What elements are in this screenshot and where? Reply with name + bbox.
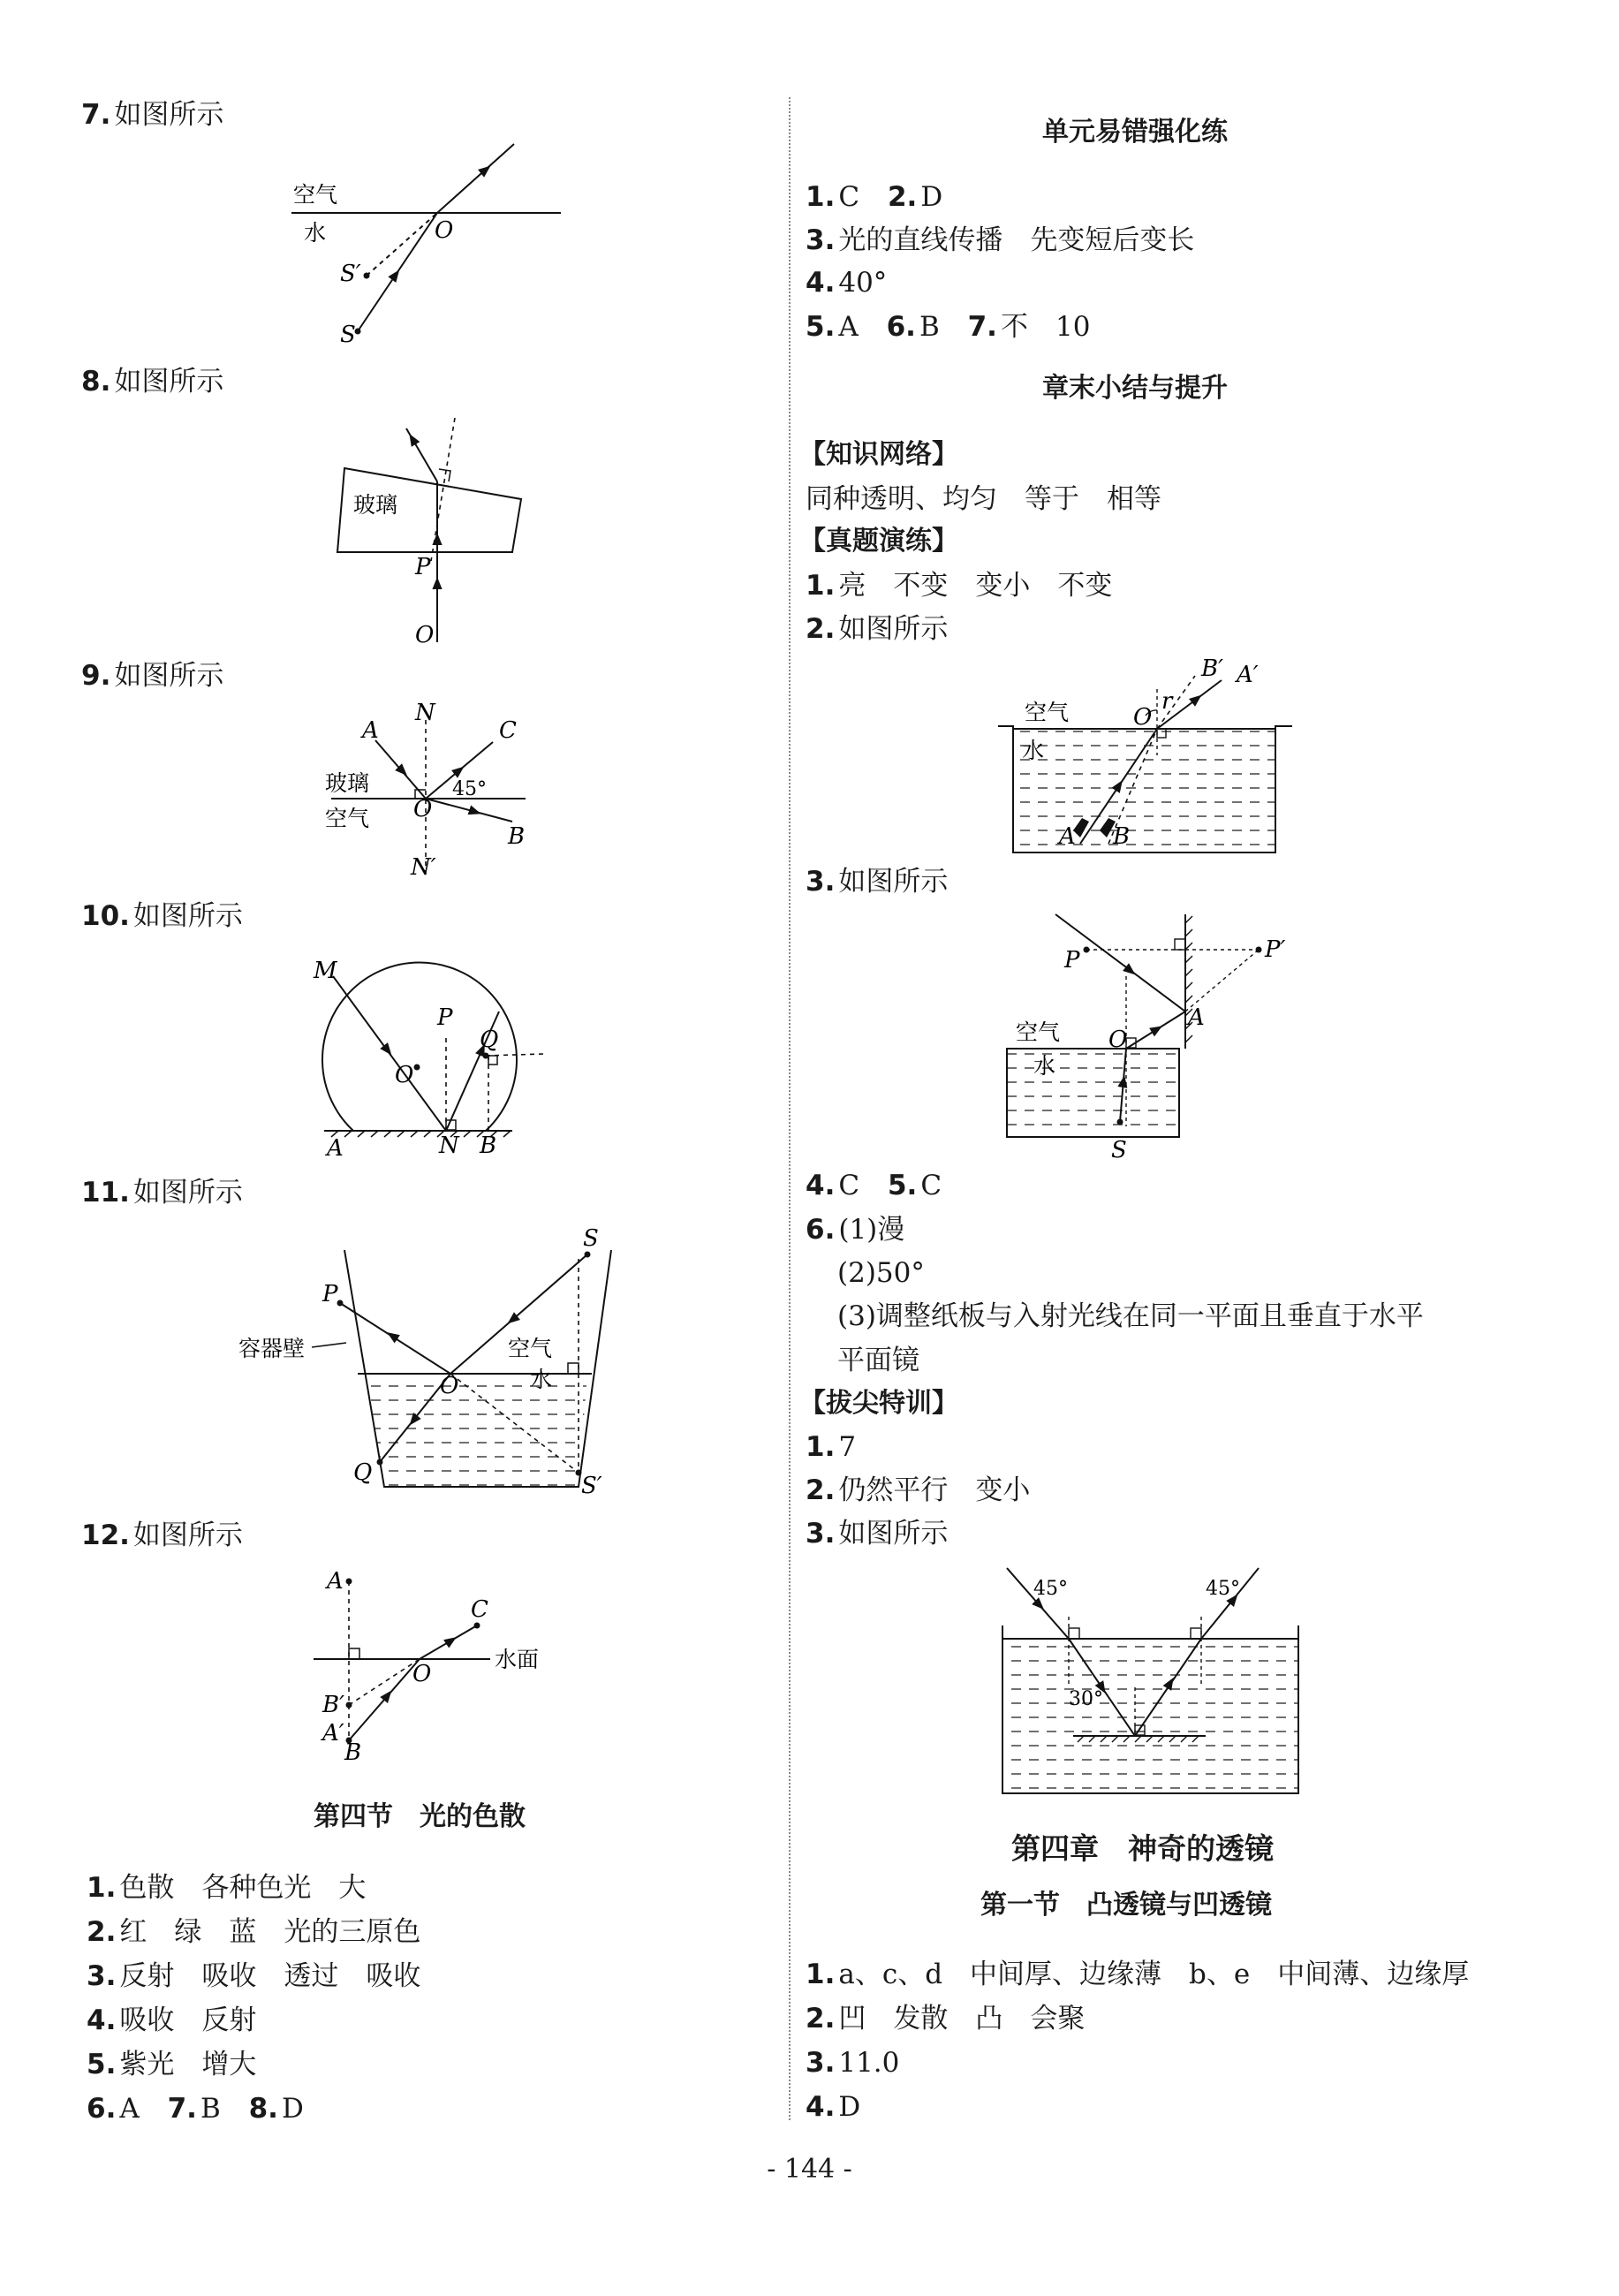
s4-text-4: 吸收 反射 xyxy=(119,2004,257,2036)
knowledge-label: 【知识网络】 xyxy=(799,439,958,470)
q10-text: 如图所示 xyxy=(132,900,243,932)
f12-C: C xyxy=(471,1596,488,1623)
q12-line xyxy=(81,1518,243,1553)
t2-line xyxy=(806,1473,1030,1508)
section4-title: 第四节 光的色散 xyxy=(314,1801,526,1832)
c3-line xyxy=(806,2045,899,2080)
s4-item-4 xyxy=(87,2003,256,2038)
e6-part-3-cont: 平面镜 xyxy=(837,1345,919,1376)
e-num-3: 3. xyxy=(806,866,836,898)
f8-O: O xyxy=(415,622,435,648)
fr2-O: O xyxy=(1133,704,1153,731)
c-num-2: 2. xyxy=(806,2003,836,2035)
q11-line xyxy=(81,1175,243,1210)
f10-M: M xyxy=(314,958,337,984)
fr2-A-prime: A′ xyxy=(1237,662,1259,688)
s4-text-1: 色散 各种色光 大 xyxy=(119,1872,367,1904)
s4-num-1: 1. xyxy=(87,1872,117,1904)
e-text-1: 亮 不变 变小 不变 xyxy=(838,570,1113,602)
u3-line xyxy=(806,223,1194,258)
fr2-r: r xyxy=(1161,688,1173,715)
page-number: - 144 - xyxy=(767,2154,852,2185)
c-text-3: 11.0 xyxy=(838,2047,900,2079)
f11-S: S xyxy=(583,1225,599,1252)
knowledge-text: 同种透明、均匀 等于 相等 xyxy=(806,483,1161,515)
e6-part-3: (3)调整纸板与入射光线在同一平面且垂直于水平 xyxy=(837,1300,1424,1332)
u-num-1: 1. xyxy=(806,181,836,213)
q12-text: 如图所示 xyxy=(132,1519,243,1551)
fr4-angle-left: 45° xyxy=(1033,1578,1068,1600)
s4-item-3 xyxy=(87,1959,420,1994)
s4-item-1 xyxy=(87,1870,366,1906)
f12-B: B xyxy=(344,1739,362,1766)
f10-A: A xyxy=(327,1135,344,1162)
c4-line xyxy=(806,2089,860,2125)
figure-q12 xyxy=(314,1564,570,1766)
c-text-2: 凹 发散 凸 会聚 xyxy=(838,2003,1086,2035)
f11-wall: 容器壁 xyxy=(238,1336,306,1361)
e3-line xyxy=(806,864,948,899)
fr4-angle-right: 45° xyxy=(1206,1578,1240,1600)
figure-exam-3 xyxy=(989,906,1307,1162)
f12-surface: 水面 xyxy=(495,1647,540,1672)
s4-ans-7: B xyxy=(200,2093,221,2125)
u-ans-7: 不 10 xyxy=(1000,311,1091,343)
f9-N: N xyxy=(415,700,435,726)
f9-B: B xyxy=(508,823,526,850)
q8-num: 8. xyxy=(81,366,111,398)
u-num-5: 5. xyxy=(806,311,836,343)
figure-q8 xyxy=(327,411,539,648)
c1-line xyxy=(806,1957,1469,1992)
e6-part-2: (2)50° xyxy=(837,1257,925,1289)
fr3-P: P xyxy=(1064,947,1080,974)
s4-num-4: 4. xyxy=(87,2004,117,2036)
e-text-6: (1)漫 xyxy=(838,1214,905,1246)
s4-num-3: 3. xyxy=(87,1960,117,1992)
t-num-3: 3. xyxy=(806,1518,836,1550)
q11-text: 如图所示 xyxy=(132,1177,243,1209)
f7-air: 空气 xyxy=(293,182,338,208)
e2-line xyxy=(806,611,948,647)
fr2-B-prime: B′ xyxy=(1201,655,1224,682)
top-training-label: 【拔尖特训】 xyxy=(799,1388,958,1419)
q10-line xyxy=(81,898,243,934)
fr3-water: 水 xyxy=(1033,1053,1056,1079)
u-text-3: 光的直线传播 先变短后变长 xyxy=(838,224,1195,256)
q7-num: 7. xyxy=(81,99,111,131)
e-num-4: 4. xyxy=(806,1170,836,1201)
c-num-3: 3. xyxy=(806,2047,836,2079)
s4-text-5: 紫光 增大 xyxy=(119,2049,257,2080)
figure-exam-2 xyxy=(985,654,1303,861)
e-text-3: 如图所示 xyxy=(838,866,949,898)
unit-review-title: 单元易错强化练 xyxy=(1042,117,1228,148)
q9-text: 如图所示 xyxy=(114,660,224,692)
s4-item-6-8 xyxy=(87,2091,304,2126)
fr3-air: 空气 xyxy=(1016,1019,1061,1045)
exam-label: 【真题演练】 xyxy=(799,526,958,557)
f10-O: O xyxy=(395,1062,414,1088)
f9-glass: 玻璃 xyxy=(325,770,370,796)
figure-top-3 xyxy=(994,1555,1312,1802)
fr3-P-prime: P′ xyxy=(1265,936,1286,963)
e6-line xyxy=(806,1212,904,1247)
f12-O: O xyxy=(412,1661,432,1687)
e-ans-5: C xyxy=(920,1170,942,1201)
t-num-2: 2. xyxy=(806,1474,836,1506)
e-ans-4: C xyxy=(838,1170,860,1201)
f7-O: O xyxy=(435,217,454,244)
t-text-3: 如图所示 xyxy=(838,1518,949,1550)
t-num-1: 1. xyxy=(806,1431,836,1463)
f11-S-prime: S′ xyxy=(581,1473,602,1499)
q9-num: 9. xyxy=(81,660,111,692)
f11-Q: Q xyxy=(353,1459,373,1486)
f11-air: 空气 xyxy=(508,1336,553,1361)
u-num-2: 2. xyxy=(887,181,918,213)
f9-air: 空气 xyxy=(325,806,370,831)
figure-q10 xyxy=(314,950,570,1162)
e-num-5: 5. xyxy=(887,1170,918,1201)
s4-text-3: 反射 吸收 透过 吸收 xyxy=(119,1960,421,1992)
u-text-4: 40° xyxy=(838,267,888,299)
t3-line xyxy=(806,1516,948,1551)
f11-P: P xyxy=(322,1281,338,1307)
c-text-4: D xyxy=(838,2091,861,2123)
f10-N: N xyxy=(439,1133,459,1159)
fr2-B: B xyxy=(1113,823,1131,850)
summary-title: 章末小结与提升 xyxy=(1042,373,1228,404)
u-ans-6: B xyxy=(919,311,940,343)
f10-P: P xyxy=(437,1004,453,1031)
s4-num-8: 8. xyxy=(248,2093,278,2125)
t-text-2: 仍然平行 变小 xyxy=(838,1474,1031,1506)
f9-C: C xyxy=(499,717,517,744)
u1-line xyxy=(806,179,942,215)
u-num-3: 3. xyxy=(806,224,836,256)
s4-num-7: 7. xyxy=(167,2093,197,2125)
f9-N-prime: N′ xyxy=(411,854,436,881)
u-ans-1: C xyxy=(838,181,860,213)
s4-ans-6: A xyxy=(119,2093,140,2125)
s4-num-6: 6. xyxy=(87,2093,117,2125)
f9-A: A xyxy=(362,717,379,744)
f10-Q: Q xyxy=(480,1027,499,1053)
s4-num-5: 5. xyxy=(87,2049,117,2080)
s4-item-5 xyxy=(87,2047,256,2082)
s4-ans-8: D xyxy=(281,2093,304,2125)
q8-text: 如图所示 xyxy=(114,366,224,398)
c-text-1: a、c、d 中间厚、边缘薄 b、e 中间薄、边缘厚 xyxy=(838,1959,1470,1990)
column-divider xyxy=(789,97,791,2120)
f8-P: P xyxy=(415,554,431,580)
c2-line xyxy=(806,2001,1085,2036)
fr2-water: 水 xyxy=(1022,738,1045,763)
e1-line xyxy=(806,568,1112,603)
fr3-S: S xyxy=(1111,1137,1127,1163)
f7-S-prime: S′ xyxy=(340,261,361,287)
t-text-1: 7 xyxy=(838,1431,857,1463)
f9-O: O xyxy=(413,796,433,822)
fr2-air: 空气 xyxy=(1025,700,1070,725)
fr3-O: O xyxy=(1108,1027,1128,1053)
u-num-4: 4. xyxy=(806,267,836,299)
chapter4-title: 第四章 神奇的透镜 xyxy=(1011,1831,1274,1866)
q8-line xyxy=(81,364,223,399)
c-num-1: 1. xyxy=(806,1959,836,1990)
figure-q9 xyxy=(325,700,556,883)
section1-title: 第一节 凸透镜与凹透镜 xyxy=(980,1890,1272,1921)
f11-O: O xyxy=(440,1373,459,1399)
f12-B-prime: B′ xyxy=(322,1692,345,1718)
s4-num-2: 2. xyxy=(87,1916,117,1948)
f7-water: 水 xyxy=(304,220,327,246)
e-text-2: 如图所示 xyxy=(838,613,949,645)
q12-num: 12. xyxy=(81,1519,130,1551)
q7-line xyxy=(81,97,223,133)
figure-q11 xyxy=(238,1224,636,1506)
e-num-1: 1. xyxy=(806,570,836,602)
u-num-7: 7. xyxy=(967,311,997,343)
f12-A: A xyxy=(327,1568,344,1595)
f11-water: 水 xyxy=(530,1367,553,1392)
e-num-2: 2. xyxy=(806,613,836,645)
c-num-4: 4. xyxy=(806,2091,836,2123)
f8-glass: 玻璃 xyxy=(353,492,398,518)
s4-item-2 xyxy=(87,1914,420,1950)
q7-text: 如图所示 xyxy=(114,99,224,131)
f12-A-prime: A′ xyxy=(322,1720,344,1747)
u5-line xyxy=(806,309,1090,345)
q9-line xyxy=(81,658,223,693)
f9-angle: 45° xyxy=(452,778,487,800)
t1-line xyxy=(806,1429,856,1465)
e45-line xyxy=(806,1168,942,1203)
f7-S: S xyxy=(340,322,356,348)
u-ans-5: A xyxy=(838,311,859,343)
fr2-A: A xyxy=(1059,823,1076,850)
u4-line xyxy=(806,265,887,300)
u-num-6: 6. xyxy=(886,311,916,343)
fr4-angle-bottom: 30° xyxy=(1069,1688,1103,1710)
s4-text-2: 红 绿 蓝 光的三原色 xyxy=(119,1916,421,1948)
figure-q7 xyxy=(283,137,574,349)
fr3-A: A xyxy=(1188,1004,1205,1031)
f10-B: B xyxy=(480,1133,497,1159)
q10-num: 10. xyxy=(81,900,130,932)
e-num-6: 6. xyxy=(806,1214,836,1246)
q11-num: 11. xyxy=(81,1177,130,1209)
u-ans-2: D xyxy=(920,181,943,213)
